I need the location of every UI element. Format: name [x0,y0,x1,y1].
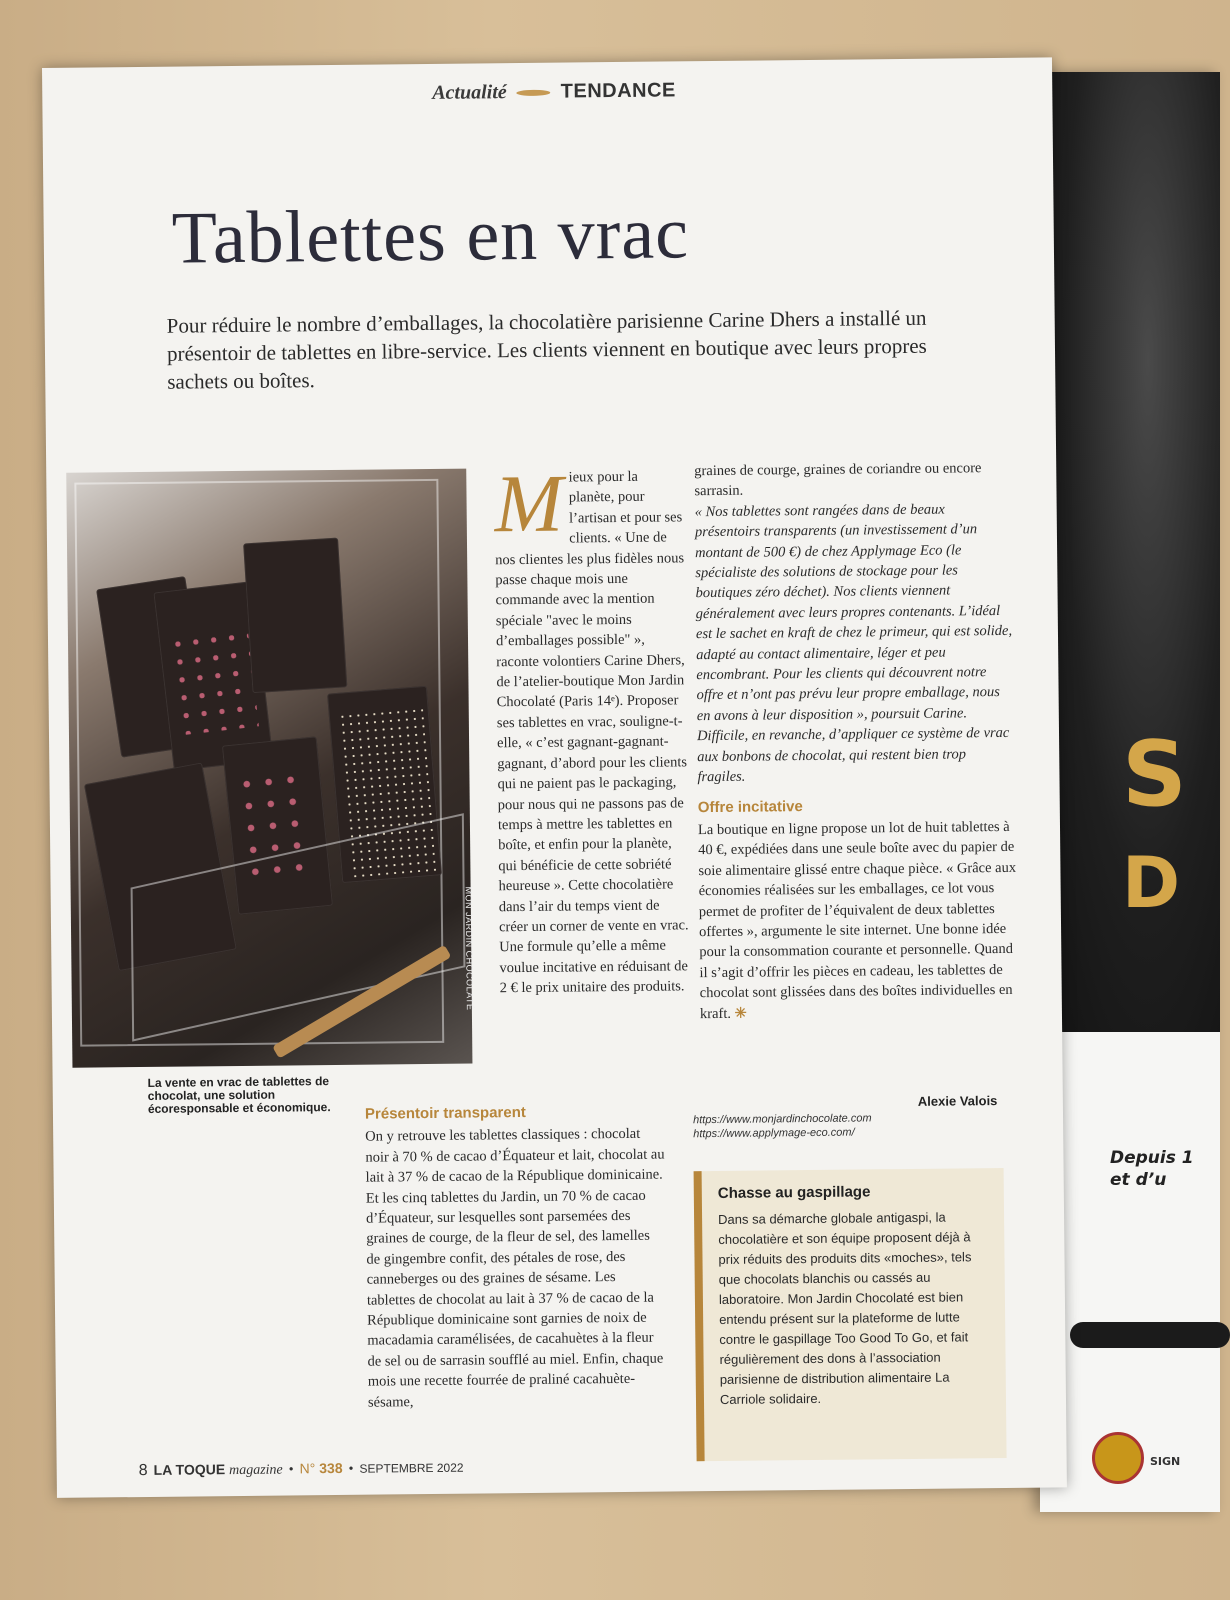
rubric-label: Actualité [432,81,507,104]
magazine-name: LA TOQUE magazine [153,1461,283,1479]
next-page-text: Depuis 1 et d’u [1110,1148,1194,1190]
body-paragraph: ieux pour la planète, pour l’artisan et pour ses clients. « Une de nos clientes les plus fidèles nous passe chaque mois une commande avec la mention spéciale "avec le moins d’emballages possible" », raconte volontiers Carine Dhers, de l’atelier-boutique Mon Jardin Chocolaté (Paris 14ᵉ). Proposer ses tablettes en vrac, souligne-t-elle, « c’est gagnant-gagnant-gagnant, d’abord pour les clients qui ne paient pas le packaging, pour nous qui ne passons pas de temps à mettre les tablettes en boîte, et enfin pour la planète, qui bénéficie de cette sobriété heureuse ». Cette chocolatière dans l’air du temps vient de créer un corner de vente en vrac. Une formule qu’elle a même voulue incitative en réduisant de 2 € le prix unitaire des produits. [495,468,689,997]
url-text: https://www.monjardinchocolate.com [692,1112,872,1127]
next-page-big-letter: S [1122,722,1187,827]
sidebar-box-body: Dans sa démarche globale antigaspi, la chocolatière et son équipe proposent déjà à prix réduits des produits dits «moches», tels que chocolats blanchis ou cassés au laboratoire. Mon Jardin Chocolaté est bien entendu présent sur la plateforme de lutte contre le gaspillage Too Good To Go, et fait régulièrement des dons à l’association parisienne de distribution alimentaire La Carriole solidaire. [718,1209,972,1407]
issue-date: SEPTEMBRE 2022 [359,1460,464,1476]
article-lead: Pour réduire le nombre d’emballages, la chocolatière parisienne Carine Dhers a installé un présentoir de tablettes en libre-service. Les clients viennent en boutique avec leurs propres sachets ou boîtes. [166,305,927,394]
text-column-3 [365,1102,668,1413]
next-page-tool-image [1070,1322,1230,1348]
body-paragraph: La boutique en ligne propose un lot de huit tablettes à 40 €, expédiées dans une seule boîte avec du papier de soie alimentaire glissé entre chaque pièce. « Grâce aux économies réalisées sur les emballages, ce lot vous permet de profiter de l’équivalent de deux tablettes offertes », argumente le site internet. Une bonne idée pour la consommation courante et personnelle. Quand il s’agit d’offrir les pièces en cadeau, les tablettes de chocolat sont glissées dans des boîtes individuelles en kraft. ✳ [697,818,1017,1022]
subheading: Offre incitative [697,797,803,816]
next-page-sign-text: SIGN [1150,1455,1181,1468]
article-photo [66,469,475,1068]
chocolate-bar [243,538,347,694]
page-number: 8 [138,1461,148,1480]
article-title: Tablettes en vrac [171,192,690,280]
label-seal-icon [1092,1432,1144,1484]
sidebar-box [694,1168,1007,1461]
page-header [432,79,676,105]
page-footer [139,1459,464,1480]
author-byline: Alexie Valois [917,1093,998,1109]
body-paragraph: « Nos tablettes sont rangées dans de beaux présentoirs transparents (un investissement d’un montant de 500 €) de chez Applymage Eco (le spécialiste des solutions de stockage pour les boutiques zéro déchet). Nos clients viennent généralement avec leurs propres contenants. L’idéal est le sachet en kraft de chez le primeur, qui est solide, adapté au contact alimentaire, léger et peu encombrant. Pour les clients qui découvrent notre offre et n’ont pas prévu leur propre emballage, nous en avons à leur disposition », poursuit Carine. Difficile, en revanche, d’appliquer ce système de vrac aux bonbons de chocolat, qui restent bien trop fragiles. [694,501,1013,786]
photo-credit: MON JARDIN CHOCOLATÉ [463,886,475,1011]
next-page [1040,72,1220,1512]
rose-petals-topping [168,627,259,736]
magazine-page [42,57,1067,1497]
separator: • [288,1462,294,1478]
separator: • [348,1461,354,1477]
source-links [693,1111,872,1141]
sidebar-box-title: Chasse au gaspillage [717,1183,871,1202]
issue-number: N° 338 [299,1459,343,1477]
swash-ornament-icon [517,89,551,95]
subheading: Présentoir transparent [364,1103,526,1123]
drop-cap: M [494,457,564,550]
body-paragraph: graines de courge, graines de coriandre ou encore sarrasin. [694,460,982,500]
end-mark-icon: ✳ [734,1005,747,1022]
text-column-1 [494,457,690,999]
url-text: https://www.applymage-eco.com/ [693,1126,855,1141]
text-column-2 [694,458,1018,1024]
next-page-big-letter: D [1122,842,1181,924]
photo-caption: La vente en vrac de tablettes de chocolat, une solution écoresponsable et économique. [147,1074,331,1116]
body-paragraph: On y retrouve les tablettes classiques : chocolat noir à 70 % de cacao d’Équateur et lait, chocolat au lait à 37 % de cacao de la République dominicaine. Et les cinq tablettes du Jardin, un 70 % de cacao d’Équateur, sur lesquelles sont parsemées des graines de courge, de la fleur de sel, des lamelles de gingembre confit, des pétales de rose, des canneberges ou des graines de sésame. Les tablettes de chocolat au lait à 37 % de cacao de la République dominicaine sont garnies de noix de macadamia caramélisées, de cacahuètes à la fleur de sel ou de sarrasin soufflé au miel. Enfin, chaque mois une recette fourrée de praliné cacahuète-sésame, [365,1126,665,1411]
section-label: TENDANCE [560,79,676,103]
